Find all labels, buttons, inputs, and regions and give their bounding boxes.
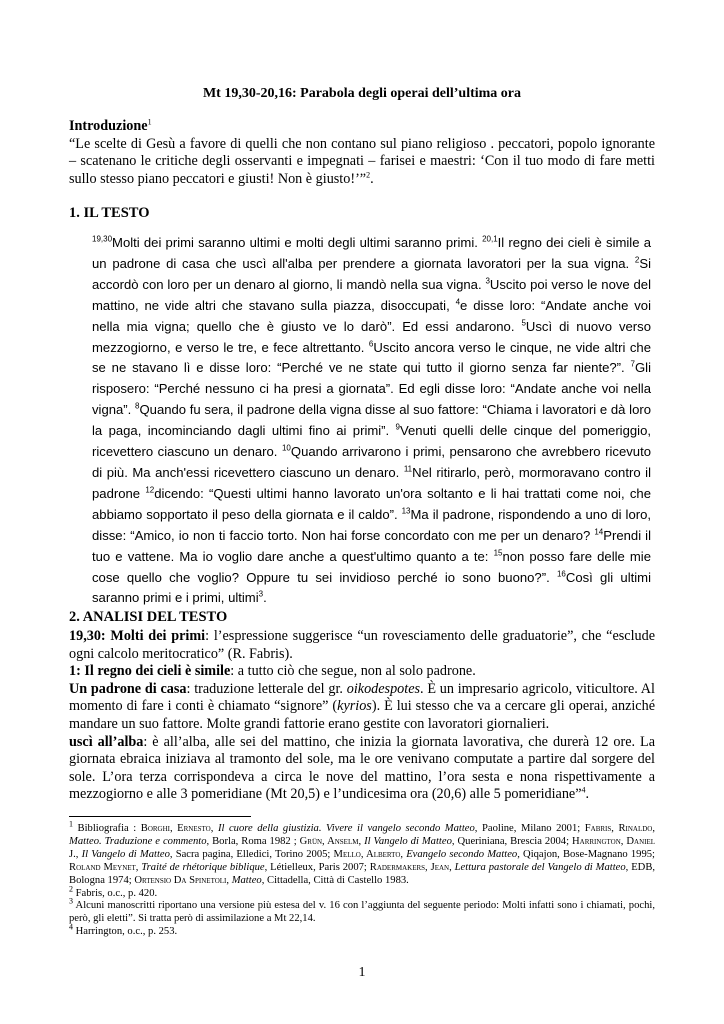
verse-text: Venuti quelli delle cinque del pomeriggio, ricevettero ciascuno un denaro. (92, 423, 651, 460)
analysis-paragraph (69, 734, 655, 804)
verse-text: Nel ritirarlo, però, mormoravano contro il padrone (92, 464, 651, 501)
footnote-3 (69, 896, 655, 926)
page-title: Mt 19,30-20,16: Parabola degli operai dell’ultima ora (202, 86, 522, 101)
verse-text: Uscì di nuovo verso mezzogiorno, e verso le tre, e fece altrettanto. (92, 318, 651, 355)
footnote-text: , Borla, Roma 1982 ; (206, 835, 300, 847)
footnote-text: Fabris, o.c., p. 420. (73, 887, 158, 899)
analysis-paragraph (69, 681, 655, 734)
verse-number: 13 (401, 506, 411, 516)
footnotes (69, 819, 656, 939)
footnote-separator (69, 816, 251, 817)
analysis-text: : è all’alba, alle sei del mattino, che inizia la giornata lavorativa, che durerà 12 ore. La giornata ebraica iniziava al tramonto del sole, ma le ore venivano computate a partire dal sorgere del sole. L’ora terza corrispondeva a circa le nove del mattino, l’ora sesta e nona rispettivamente a mezzogiorno e alle 3 pomeridiane (Mt 20,5) e l’undicesima ora (20,6) alle 5 pomeridiane” (69, 733, 655, 803)
verse-number: 2 (634, 255, 640, 265)
verse-text: non posso fare delle mie cose quello che voglio? Oppure tu sei invidioso perché io sono buono?”. (92, 548, 652, 585)
verse-text: dicendo: “Questi ultimi hanno lavorato un'ora soltanto e li hai trattati come noi, che abbiamo sopportato il peso della giornata e il caldo”. (92, 485, 651, 522)
footnote-text: , Létielleux, Paris 2007; (264, 861, 370, 873)
footnote-2 (69, 884, 655, 901)
footnote-text: Alcuni manoscritti riportano una versione più estesa del v. 16 con l’aggiunta del seguente periodo: Molti infatti sono i chiamati, pochi, però, gli eletti”. Si tratta però di assimilazione a Mt 22,14. (69, 900, 655, 925)
verse-text: Quando arrivarono i primi, pensarono che avrebbero ricevuto di più. Ma anch'essi ricevettero ciascuno un denaro. (92, 444, 651, 480)
verse-number: 20,1 (482, 234, 498, 244)
verse-number: 19,30 (92, 234, 113, 244)
page-number: 1 (358, 965, 366, 980)
author-name: Grün, Anselm, (299, 835, 362, 847)
book-title: Il Vangelo di Matteo (364, 835, 452, 847)
verse-number: 6 (368, 339, 374, 349)
author-name: Radermakers, Jean, (369, 861, 452, 873)
analysis-paragraph (69, 663, 655, 681)
footnote-1 (69, 819, 656, 888)
verse-number: 4 (455, 297, 461, 307)
footnote-number: 4 (69, 922, 73, 932)
footnote-number: 1 (69, 819, 73, 829)
verse-number: 10 (281, 443, 291, 453)
author-name: Mello, Alberto, (333, 848, 404, 860)
footnote-text: , Paoline, Milano 2001; (474, 823, 585, 834)
verse-text: Il regno dei cieli è simile a un padrone di casa che uscì all'alba per prendere a giornata lavoratori per la sua vigna. (92, 235, 651, 271)
intro-heading: Introduzione (69, 118, 148, 134)
verse-number: 7 (630, 360, 635, 370)
intro-end: . (370, 170, 374, 187)
verse-number: 9 (395, 422, 400, 432)
intro-section (69, 118, 655, 188)
footnote-text: , Cittadella, Città di Castello 1983. (261, 874, 409, 886)
analysis-text: : traduzione letterale del gr. (186, 680, 347, 697)
footnote-number: 2 (69, 884, 73, 893)
verse-text: Molti dei primi saranno ultimi e molti degli ultimi saranno primi. (112, 235, 483, 250)
verse-end: . (263, 590, 267, 606)
book-title: Traité de rhétorique biblique (141, 861, 265, 873)
book-title: Il cuore della giustizia. Vivere il vangelo secondo Matteo (217, 823, 475, 834)
footnote-text: , Queriniana, Brescia 2004; (451, 835, 573, 847)
book-title: Lettura pastorale del Vangelo di Matteo (454, 861, 626, 873)
analysis-term: Un padrone di casa (69, 680, 187, 697)
verse-number: 8 (135, 401, 140, 411)
footnote-4 (69, 922, 655, 939)
footnote-number: 3 (69, 896, 73, 906)
book-title: Il Vangelo di Matteo (81, 848, 170, 860)
footnote-ref-1: 1 (147, 117, 152, 127)
analysis-term: 1: Il regno dei cieli è simile (69, 663, 231, 680)
analysis-text: . È un impresario agricolo, viticultore. Al momento di fare i conti è chiamato “signore” ( (69, 680, 655, 715)
verse-number: 5 (521, 318, 526, 328)
verse-text: Gli risposero: “Perché nessuno ci ha presi a giornata”. Ed egli disse loro: “Andate anche voi nella vigna”. (92, 360, 651, 418)
section1-heading: 1. IL TESTO (69, 205, 150, 221)
footnote-text: , EDB, Bologna 1974; (69, 861, 656, 886)
author-name: Ortensio Da Spinetoli, (134, 874, 230, 886)
footnote-ref-2: 2 (366, 170, 371, 180)
analysis-text: : l’espressione suggerisce “un rovesciamento delle graduatorie”, che “esclude ogni calcolo meritocratico” (R. Fabris). (69, 628, 655, 662)
verse-text: Così gli ultimi saranno primi e i primi, ultimi (92, 569, 651, 606)
verse-text: Quando fu sera, il padrone della vigna disse al suo fattore: “Chiama i lavoratori e dà loro la paga, incominciando dagli ultimi fino ai primi”. (92, 402, 651, 439)
author-name: Roland Meynet, (69, 861, 139, 873)
section2-heading: 2. ANALISI DEL TESTO (69, 609, 228, 625)
book-title: Matteo (231, 874, 262, 886)
analysis-text: ). È lui stesso che va a cercare gli operai, anziché mandare un suo fattore. Molte grandi fattorie erano gestite con lavoratori giornalieri. (69, 698, 655, 732)
analysis-text: : a tutto ciò che segue, non al solo padrone. (230, 663, 476, 680)
author-name: Harrington, Daniel J., (69, 835, 656, 860)
analysis-term: uscì all’alba (69, 733, 144, 750)
verse-text: Uscito ancora verso le cinque, ne vide altri che se ne stavano lì e disse loro: “Perché ve ne state qui tutto il giorno senza far niente?”. (92, 339, 651, 376)
bible-text (92, 233, 651, 609)
footnote-ref-3: 3 (258, 590, 264, 600)
analysis-end: . (585, 786, 590, 803)
book-title: Matteo. Traduzione e commento (69, 835, 207, 847)
verse-text: Prendi il tuo e vattene. Ma io voglio dare anche a quest'ultimo quanto a te: (92, 527, 651, 564)
verse-text: Uscito poi verso le nove del mattino, ne vide altri che stavano sulla piazza, disoccupati, (92, 276, 651, 313)
verse-number: 3 (485, 276, 490, 286)
author-name: Borghi, Ernesto, (140, 823, 214, 834)
greek-term: oikodespotes (346, 680, 421, 697)
book-title: Evangelo secondo Matteo (406, 848, 518, 860)
analysis-paragraph (69, 628, 655, 663)
verse-number: 16 (556, 569, 566, 579)
footnote-text: Harrington, o.c., p. 253. (73, 926, 178, 938)
verse-text: Ma il padrone, rispondendo a uno di loro, disse: “Amico, io non ti faccio torto. Non hai forse concordato con me per un denaro? (92, 506, 652, 543)
verse-text: Si accordò con loro per un denaro al giorno, li mandò nella sua vigna. (92, 255, 651, 292)
verse-number: 12 (145, 485, 155, 495)
verse-text: e disse loro: “Andate anche voi nella mia vigna; quello che è giusto ve lo darò”. Ed essi andarono. (92, 297, 651, 334)
author-name: Fabris, Rinaldo, (584, 823, 656, 834)
section2-body (69, 628, 655, 804)
footnote-text: Bibliografia : (73, 823, 141, 834)
intro-text: “Le scelte di Gesù a favore di quelli che non contano sul piano religioso . peccatori, popolo ignorante – scatenano le critiche degli osservanti e impegnati – farisei e maestri: ‘Con il tuo modo di fare metti sullo stesso piano peccatori e giusti! Non è giusto!’” (69, 135, 655, 187)
footnote-text: , Qiqajon, Bose-Magnano 1995; (517, 848, 655, 860)
greek-term: kyrios (337, 698, 372, 715)
footnote-ref-4: 4 (581, 785, 586, 795)
footnote-text: , Sacra pagina, Elledici, Torino 2005; (169, 848, 334, 860)
analysis-term: 19,30: Molti dei primi (69, 628, 206, 644)
verse-number: 15 (493, 548, 503, 558)
verse-number: 14 (594, 527, 604, 537)
verse-number: 11 (403, 464, 413, 474)
